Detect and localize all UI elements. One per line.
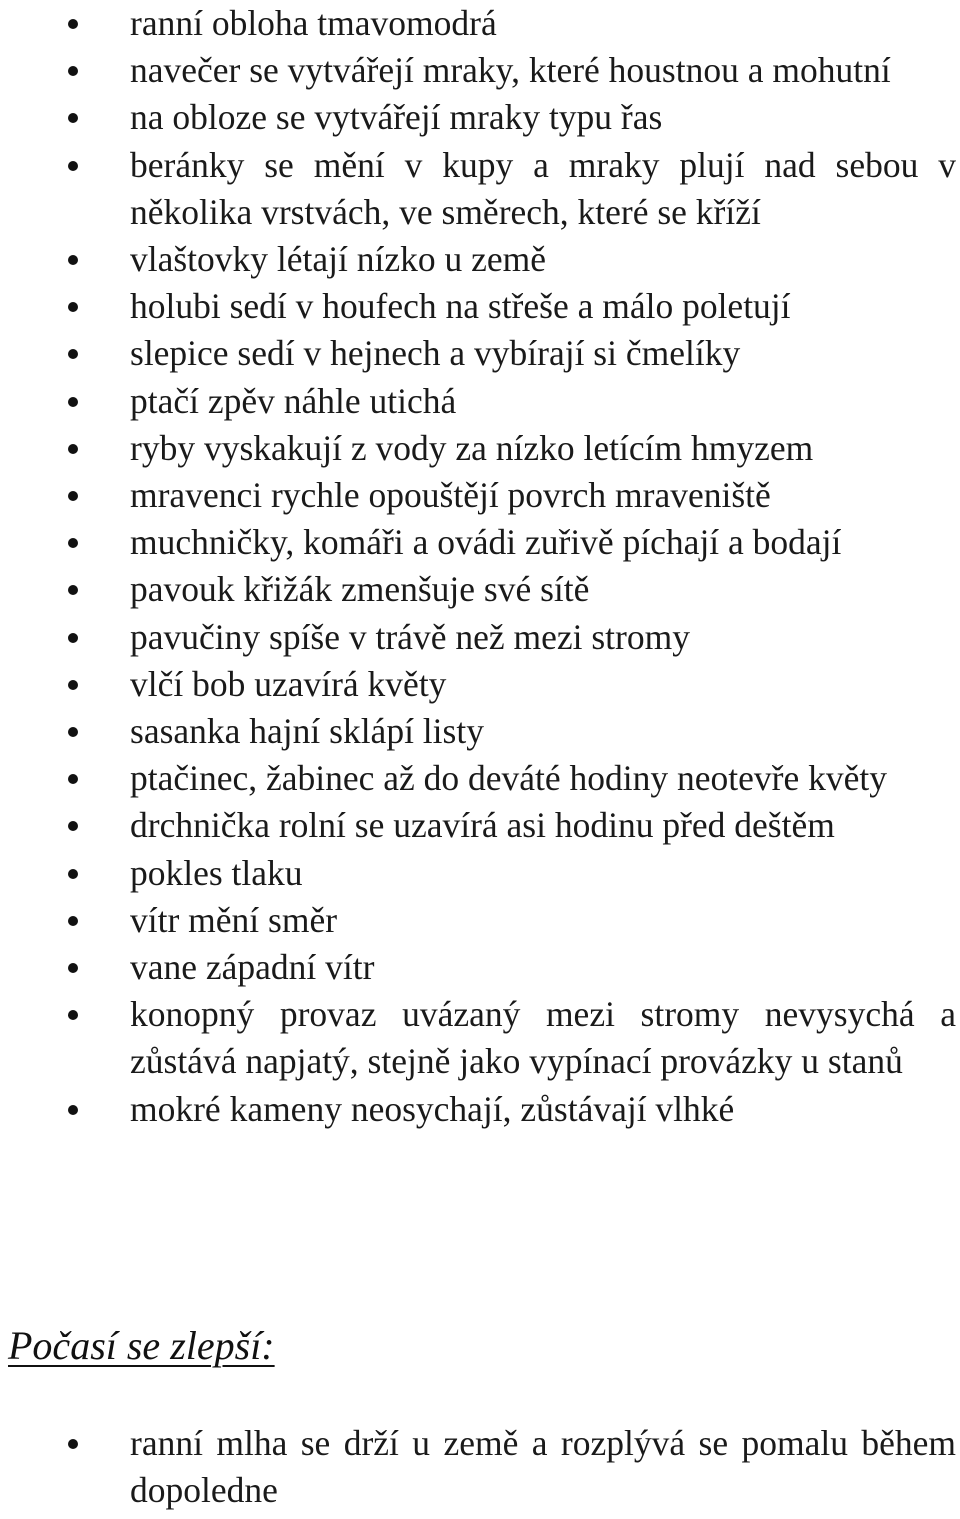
bullet-icon (68, 869, 78, 879)
list-item (0, 519, 960, 566)
list-item (0, 378, 960, 425)
bullet-icon (68, 633, 78, 643)
list-item (0, 897, 960, 944)
list-item-text: pokles tlaku (130, 852, 303, 893)
bullet-icon (68, 1010, 78, 1020)
list-item-text: ranní mlha se drží u země a rozplývá se pomalu během dopoledne (130, 1423, 956, 1511)
list-item (0, 142, 960, 236)
list-item (0, 425, 960, 472)
list-item (0, 472, 960, 519)
list-item-text: drchnička rolní se uzavírá asi hodinu před deštěm (130, 805, 835, 846)
list-item-text: na obloze se vytvářejí mraky typu řas (130, 97, 663, 138)
list-item (0, 47, 960, 94)
bullet-icon (68, 680, 78, 690)
list-item (0, 708, 960, 755)
list-item-text: sasanka hajní sklápí listy (130, 711, 484, 752)
list-item-text: ranní obloha tmavomodrá (130, 3, 497, 43)
bullet-icon (68, 444, 78, 454)
bullet-icon (68, 821, 78, 831)
list-item-text: konopný provaz uvázaný mezi stromy nevysychá a zůstává napjatý, stejně jako vypínací provázky u stanů (130, 994, 956, 1082)
list-item-text: beránky se mění v kupy a mraky plují nad sebou v několika vrstvách, ve směrech, které se kříží (130, 144, 956, 232)
list-item (0, 755, 960, 802)
bullet-icon (68, 113, 78, 123)
list-item-text: muchničky, komáři a ovádi zuřivě píchají a bodají (130, 522, 842, 563)
list-item-text: slepice sedí v hejnech a vybírají si čmelíky (130, 333, 741, 374)
list-item (0, 94, 960, 141)
list-item (0, 0, 960, 47)
list-item (0, 661, 960, 708)
list-item-text: holubi sedí v houfech na střeše a málo poletují (130, 286, 791, 327)
bullet-icon (68, 538, 78, 548)
list-item (0, 330, 960, 377)
bullet-icon (68, 491, 78, 501)
list-item (0, 944, 960, 991)
list-item (0, 566, 960, 613)
list-item (0, 283, 960, 330)
list-item-text: navečer se vytvářejí mraky, které houstnou a mohutní (130, 50, 891, 91)
list-item (0, 1420, 960, 1514)
bullet-icon (68, 161, 78, 171)
bullet-icon (68, 66, 78, 76)
list-item (0, 991, 960, 1085)
bullet-icon (68, 963, 78, 973)
bullet-icon (68, 1105, 78, 1115)
list-item-text: vlaštovky létají nízko u země (130, 239, 547, 280)
list-item-text: ryby vyskakují z vody za nízko letícím hmyzem (130, 427, 814, 468)
list-item (0, 850, 960, 897)
list-item (0, 802, 960, 849)
list-item-text: vane západní vítr (130, 947, 375, 988)
list-item-text: ptačí zpěv náhle utichá (130, 380, 457, 421)
bullet-icon (68, 1439, 78, 1449)
bullet-icon (68, 302, 78, 312)
list-item-text: mokré kameny neosychají, zůstávají vlhké (130, 1088, 735, 1129)
section-heading-weather-improves: Počasí se zlepší: (8, 1323, 275, 1368)
bullet-icon (68, 349, 78, 359)
bullet-icon (68, 19, 78, 29)
bullet-icon (68, 585, 78, 595)
bullet-icon (68, 774, 78, 784)
list-item (0, 236, 960, 283)
list-item-text: vlčí bob uzavírá květy (130, 663, 447, 704)
list-item-text: mravenci rychle opouštějí povrch mraveniště (130, 475, 771, 516)
list-item-text: pavučiny spíše v trávě než mezi stromy (130, 616, 690, 657)
bullet-icon (68, 397, 78, 407)
list-item (0, 614, 960, 661)
list-item-text: vítr mění směr (130, 899, 338, 940)
list-item-text: ptačinec, žabinec až do deváté hodiny neotevře květy (130, 758, 887, 799)
bullet-icon (68, 916, 78, 926)
list-item-text: pavouk křižák zmenšuje své sítě (130, 569, 590, 610)
list-item (0, 1086, 960, 1133)
bullet-icon (68, 255, 78, 265)
bullet-icon (68, 727, 78, 737)
weather-improving-list (0, 1420, 960, 1514)
